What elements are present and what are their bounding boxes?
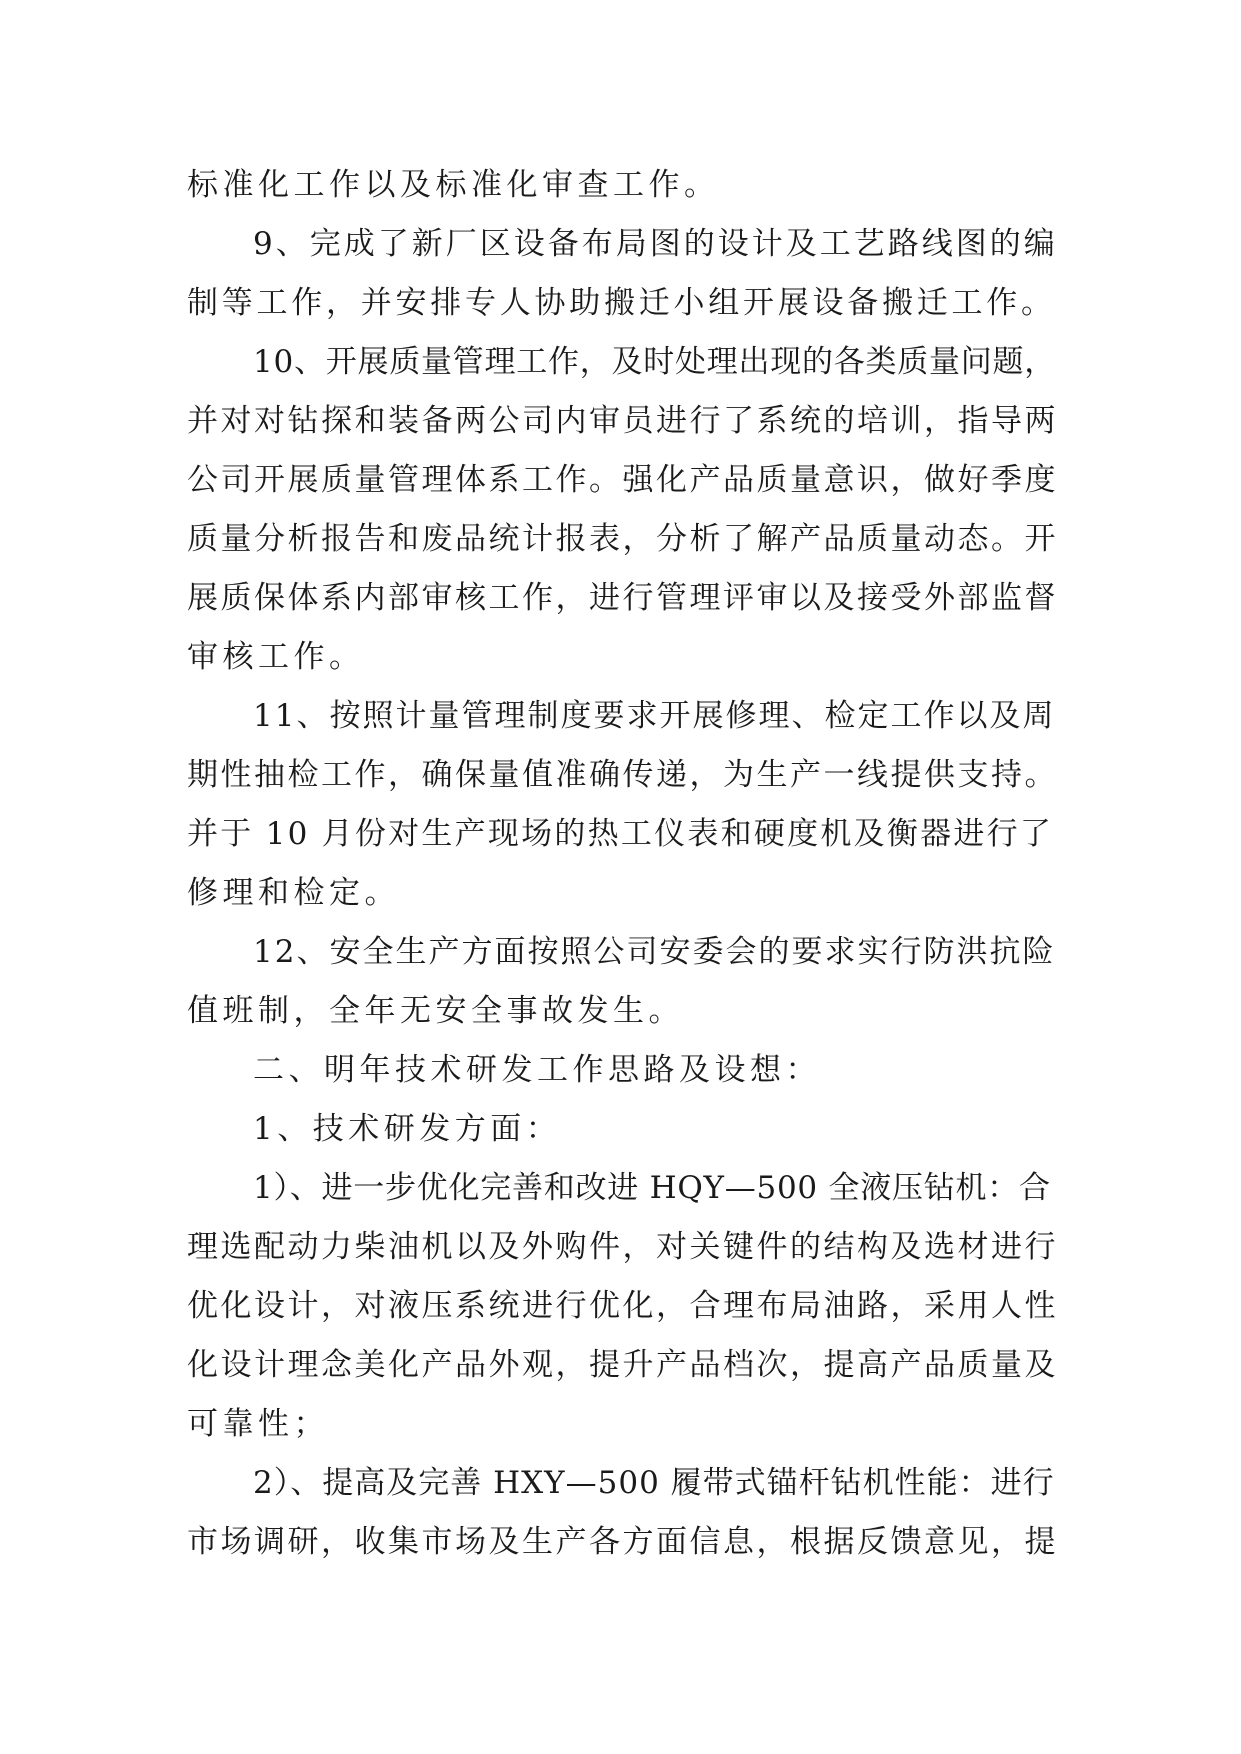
text-line: 1）、进一步优化完善和改进 HQY—500 全液压钻机：合: [253, 1170, 1051, 1206]
text-line: 并于 10 月份对生产现场的热工仪表和硬度机及衡器进行了: [187, 816, 1054, 852]
text-line: 值班制，全年无安全事故发生。: [187, 993, 684, 1029]
text-line: 9、完成了新厂区设备布局图的设计及工艺路线图的编: [253, 226, 1058, 262]
subsection-heading: 1、技术研发方面：: [253, 1111, 562, 1147]
text-line: 并对对钻探和装备两公司内审员进行了系统的培训，指导两: [187, 403, 1058, 439]
text-line: 期性抽检工作，确保量值准确传递，为生产一线提供支持。: [187, 757, 1058, 793]
text-line: 标准化工作以及标准化审查工作。: [187, 167, 720, 203]
text-line: 12、安全生产方面按照公司安委会的要求实行防洪抗险: [253, 934, 1056, 970]
text-line: 10、开展质量管理工作，及时处理出现的各类质量问题，: [253, 344, 1056, 380]
text-line: 审核工作。: [187, 639, 365, 675]
text-line: 展质保体系内部审核工作，进行管理评审以及接受外部监督: [187, 580, 1058, 616]
text-line: 质量分析报告和废品统计报表，分析了解产品质量动态。开: [187, 521, 1058, 557]
text-line: 优化设计，对液压系统进行优化，合理布局油路，采用人性: [187, 1288, 1058, 1324]
text-line: 化设计理念美化产品外观，提升产品档次，提高产品质量及: [187, 1347, 1058, 1383]
section-heading: 二、明年技术研发工作思路及设想：: [253, 1052, 821, 1088]
text-line: 理选配动力柴油机以及外购件，对关键件的结构及选材进行: [187, 1229, 1058, 1265]
text-line: 制等工作，并安排专人协助搬迁小组开展设备搬迁工作。: [187, 285, 1056, 321]
text-line: 可靠性；: [187, 1406, 329, 1442]
text-line: 11、按照计量管理制度要求开展修理、检定工作以及周: [253, 698, 1056, 734]
text-line: 公司开展质量管理体系工作。强化产品质量意识，做好季度: [187, 462, 1058, 498]
text-line: 2）、提高及完善 HXY—500 履带式锚杆钻机性能：进行: [253, 1465, 1055, 1501]
text-line: 市场调研，收集市场及生产各方面信息，根据反馈意见，提: [187, 1524, 1058, 1560]
text-line: 修理和检定。: [187, 875, 400, 911]
